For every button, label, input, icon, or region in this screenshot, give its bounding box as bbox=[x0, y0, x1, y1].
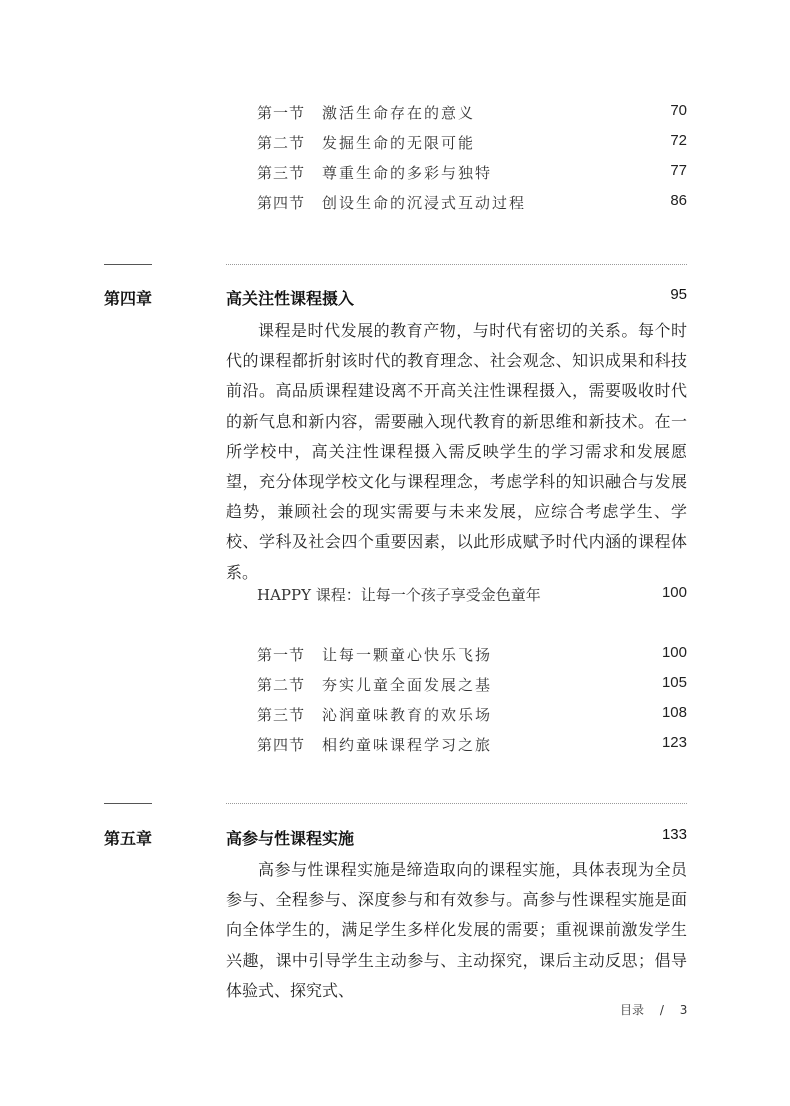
chapter-title: 高参与性课程实施 bbox=[226, 829, 355, 848]
page-number: 123 bbox=[661, 734, 687, 751]
section-label: 第一节 bbox=[257, 104, 306, 122]
section-title: 激活生命存在的意义 bbox=[322, 104, 476, 122]
page-number: 100 bbox=[661, 644, 687, 661]
chapter-summary: 课程是时代发展的教育产物，与时代有密切的关系。每个时代的课程都折射该时代的教育理念、社会观念、知识成果和科技前沿。高品质课程建设离不开高关注性课程摄入，需要吸收时代的新气息和新内容，需要融入现代教育的新思维和新技术。在一所学校中，高关注性课程摄入需反映学生的学习需求和发展愿望，充分体现学校文化与课程理念，考虑学科的知识融合与发展趋势，兼顾社会的现实需要与未来发展，应综合考虑学生、学校、学科及社会四个重要因素，以此形成赋予时代内涵的课程体系。 bbox=[226, 321, 687, 582]
section-title: 尊重生命的多彩与独特 bbox=[322, 164, 493, 182]
section-title: 沁润童味教育的欢乐场 bbox=[322, 706, 493, 724]
page-number: 70 bbox=[670, 102, 687, 119]
footer-separator: / bbox=[659, 1003, 664, 1017]
section-label: 第三节 bbox=[257, 164, 306, 182]
section-label: 第二节 bbox=[257, 676, 306, 694]
section-title: 夯实儿童全面发展之基 bbox=[322, 676, 493, 694]
section-label: 第四节 bbox=[257, 194, 306, 212]
footer-section: 目录 bbox=[620, 1003, 645, 1017]
section-label: 第四节 bbox=[257, 736, 306, 754]
chapter-title: 高关注性课程摄入 bbox=[226, 289, 355, 308]
chapter-label: 第四章 bbox=[104, 289, 153, 308]
page-footer bbox=[620, 1001, 687, 1018]
section-label: 第二节 bbox=[257, 134, 306, 152]
dotted-divider bbox=[226, 264, 687, 265]
dotted-divider bbox=[226, 803, 687, 804]
page-number: 105 bbox=[661, 674, 687, 691]
page-number: 108 bbox=[661, 704, 687, 721]
section-title: 发掘生命的无限可能 bbox=[322, 134, 476, 152]
page-number: 133 bbox=[661, 826, 687, 843]
page-number: 95 bbox=[670, 286, 687, 303]
chapter-divider bbox=[104, 803, 152, 804]
chapter-label: 第五章 bbox=[104, 829, 153, 848]
page-number: 100 bbox=[661, 584, 687, 601]
section-label: 第三节 bbox=[257, 706, 306, 724]
page-number: 72 bbox=[670, 132, 687, 149]
section-title: 让每一颗童心快乐飞扬 bbox=[322, 646, 493, 664]
chapter-divider bbox=[104, 264, 152, 265]
section-title: 相约童味课程学习之旅 bbox=[322, 736, 493, 754]
section-title: 创设生命的沉浸式互动过程 bbox=[322, 194, 527, 212]
footer-page-number: 3 bbox=[679, 1003, 688, 1017]
page-number: 77 bbox=[670, 162, 687, 179]
chapter-summary: 高参与性课程实施是缔造取向的课程实施，具体表现为全员参与、全程参与、深度参与和有效参与。高参与性课程实施是面向全体学生的，满足学生多样化发展的需要；重视课前激发学生兴趣，课中引导学生主动参与、主动探究，课后主动反思；倡导体验式、探究式、 bbox=[226, 860, 687, 1000]
page-number: 86 bbox=[670, 192, 687, 209]
case-title: HAPPY 课程：让每一个孩子享受金色童年 bbox=[257, 586, 541, 604]
section-label: 第一节 bbox=[257, 646, 306, 664]
